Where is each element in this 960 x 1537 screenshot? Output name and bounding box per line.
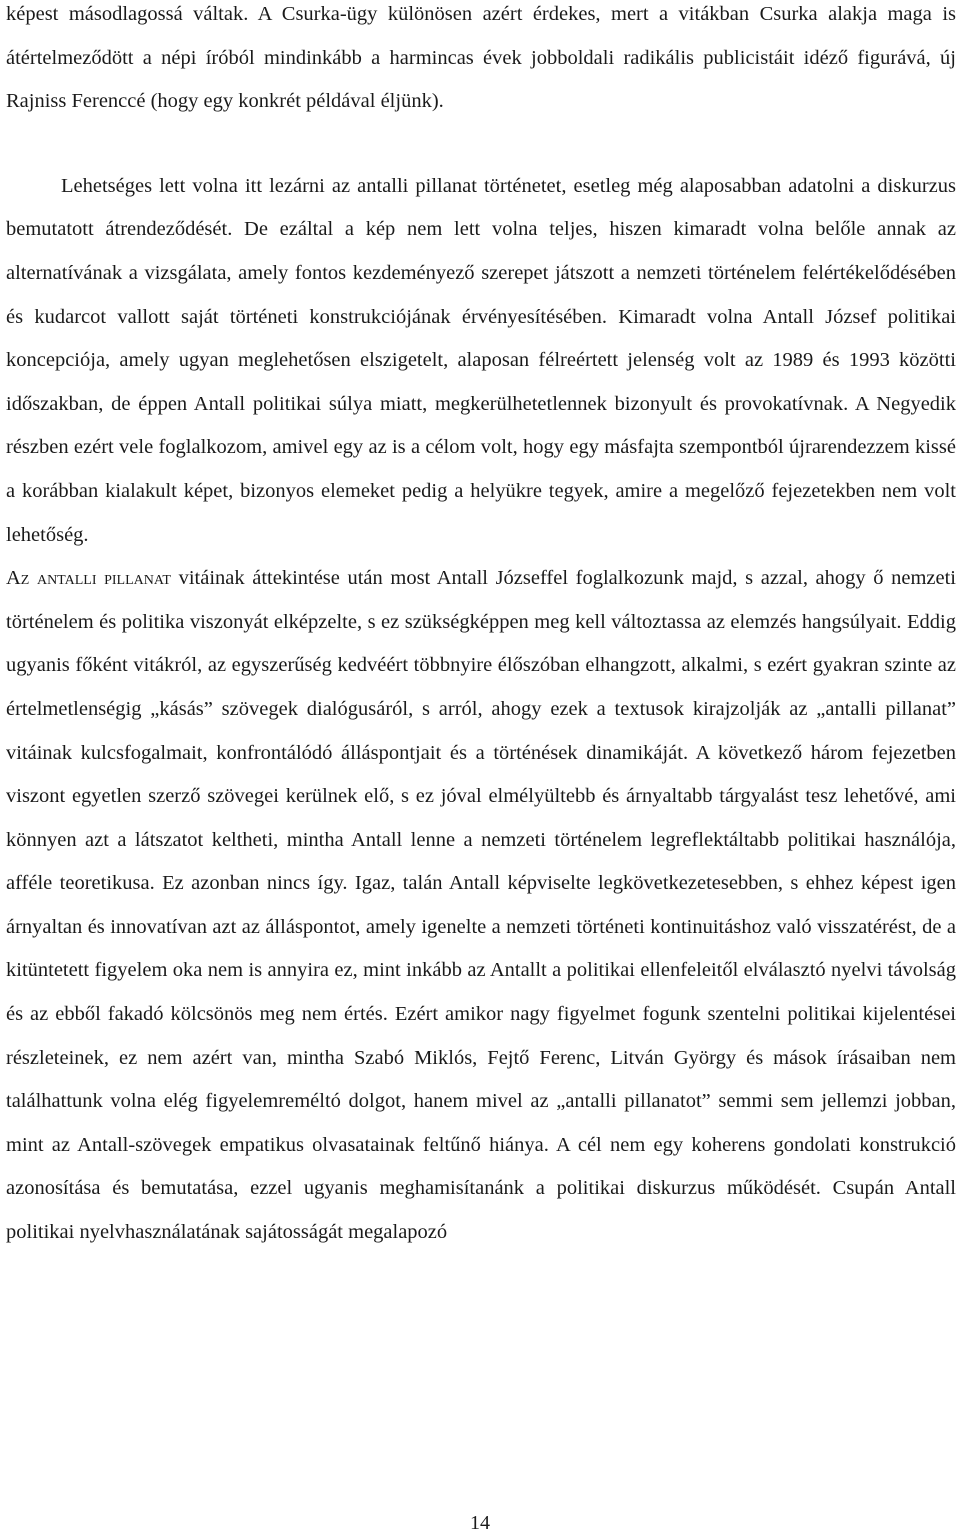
paragraph-3 [6, 557, 956, 1255]
paragraph-1: képest másodlagossá váltak. A Csurka-ügy különösen azért érdekes, mert a vitákban Csurka alakja maga is átértelmeződött a népi íróból mindinkább a harmincas évek jobboldali radikális publicistáit idéző figurává, új Rajniss Ferenccé (hogy egy konkrét példával éljünk). [6, 3, 956, 113]
paragraph-3-text: vitáinak áttekintése után most Antall Józseffel foglalkozunk majd, s azzal, ahogy ő nemzeti történelem és politika viszonyát elképzelte, s ez szükségképpen meg kell változtassa az elemzés hangsúlyait. Eddig ugyanis főként vitákról, az egyszerűség kedvéért többnyire élőszóban elhangzott, alkalmi, s ezért gyakran szinte az értelmetlenségig „kásás” szövegek dialógusáról, s arról, ahogy ezek a textusok kirajzolják az „antalli pillanat” vitáinak kulcsfogalmait, konfrontálódó álláspontjait és a történések dinamikáját. A következő három fejezetben viszont egyetlen szerző szövegei kerülnek elő, s ez jóval elmélyültebb és árnyaltabb tárgyalást tesz lehetővé, ami könnyen azt a látszatot keltheti, mintha Antall lenne a nemzeti történelem legreflektáltabb politikai használója, afféle teoretikusa. Ez azonban nincs így. Igaz, talán Antall képviselte legkövetkezetesebben, s ehhez képest igen árnyaltan és innovatívan azt az álláspontot, amely igenelte a nemzeti történeti kontinuitáshoz való visszatérést, de a kitüntetett figyelem oka nem is annyira ez, mint inkább az Antallt a politikai ellenfeleitől elválasztó nyelvi távolság és az ebből fakadó kölcsönös meg nem értés. Ezért amikor nagy figyelmet fogunk szentelni politikai kijelentései részleteinek, ez nem azért van, mintha Szabó Miklós, Fejtő Ferenc, Litván György és mások írásaiban nem találhattunk volna elég figyelemreméltó dolgot, hanem mivel az „antalli pillanatot” semmi sem jellemzi jobban, mint az Antall-szövegek empatikus olvasatainak feltűnő hiánya. A cél nem egy koherens gondolati konstrukció azonosítása és bemutatása, ezzel ugyanis meghamisítanánk a politikai diskurzus működését. Csupán Antall politikai nyelvhasználatának sajátosságát megalapozó [6, 567, 956, 1244]
document-page [6, 0, 956, 1255]
section-reference: Az antalli pillanat [6, 567, 171, 590]
paragraph-2: Lehetséges lett volna itt lezárni az antalli pillanat történetet, esetleg még alaposabban adatolni a diskurzus bemutatott átrendeződését. De ezáltal a kép nem lett volna teljes, hiszen kimaradt volna belőle annak az alternatívának a vizsgálata, amely fontos kezdeményező szerepet játszott a nemzeti történelem felértékelődésében és kudarcot vallott saját történeti konstrukciójának érvényesítésében. Kimaradt volna Antall József politikai koncepciója, amely ugyan meglehetősen elszigetelt, alaposan félreértett jelenség volt az 1989 és 1993 közötti időszakban, de éppen Antall politikai súlya miatt, megkerülhetetlennek bizonyult és provokatívnak. A Negyedik részben ezért vele foglalkozom, amivel egy az is a célom volt, hogy egy másfajta szempontból újrarendezzem kissé a korábban kialakult képet, bizonyos elemeket pedig a helyükre tegyek, amire a megelőző fejezetekben nem volt lehetőség. [6, 174, 956, 546]
page-number: 14 [470, 1512, 490, 1534]
